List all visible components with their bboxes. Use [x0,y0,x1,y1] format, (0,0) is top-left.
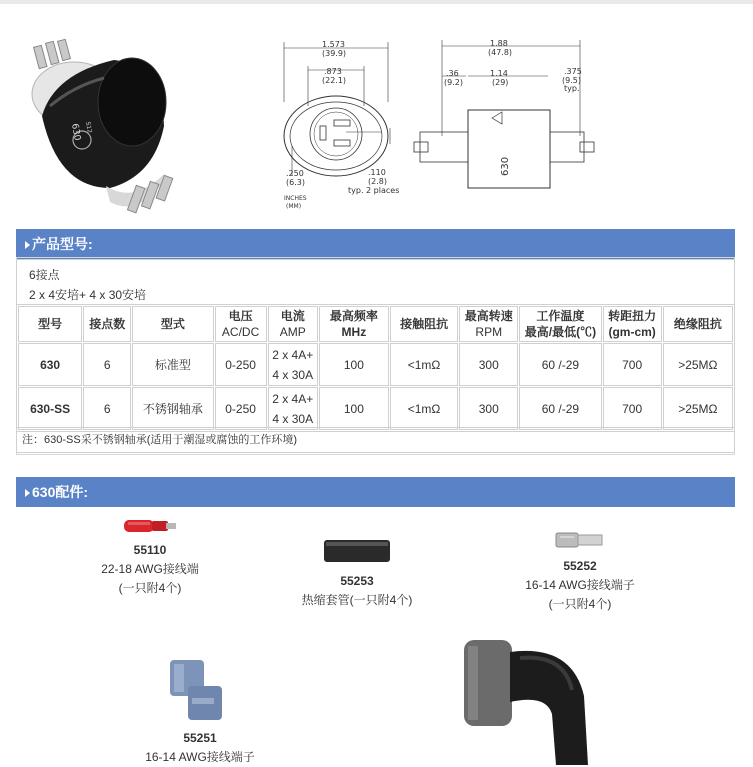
cell-contact-resistance: <1mΩ [390,387,458,430]
model-section-header [16,229,735,259]
dim-small: .110 [368,168,386,177]
top-rule [0,0,753,4]
part-desc: 22-18 AWG接线端 [101,562,199,576]
dim-inner-mm: (22.1) [322,76,347,85]
cell-insulation: >25MΩ [663,343,733,386]
model-intro [16,259,735,305]
accessories-section-header [16,477,735,507]
spec-table [16,304,735,432]
side-dimension-drawing [412,36,598,192]
header-frequency: 最高频率 MHz [319,306,389,342]
dim-body-mm: (29) [492,78,509,87]
cell-model: 630-SS [18,387,82,430]
cell-voltage: 0-250 [215,343,267,386]
dim-left: .36 [446,69,459,78]
intro-contacts: 6接点 [29,268,60,282]
dim-body: 1.14 [490,69,508,78]
front-dimension-drawing [272,36,420,212]
cell-frequency: 100 [319,343,389,386]
cell-contacts: 6 [83,387,131,430]
cell-rpm: 300 [459,387,518,430]
cell-contact-resistance: <1mΩ [390,343,458,386]
dim-pin-mm: (6.3) [286,178,305,187]
dim-length: 1.88 [490,39,508,48]
table-row [18,387,733,430]
dim-inner: .873 [324,67,342,76]
dim-right-mm: (9.5) [562,76,581,85]
table-note: 注：630-SS采不锈钢轴承(适用于潮湿或腐蚀的工作环境) [16,427,735,453]
part-qty: (一只附4个) [118,581,182,595]
bullet-arrow-icon [25,489,30,497]
header-torque: 转距扭力 (gm-cm) [603,306,662,342]
dim-right: .375 [564,67,582,76]
header-current: 电流 AMP [268,306,318,342]
cell-voltage: 0-250 [215,387,267,430]
cell-rpm: 300 [459,343,518,386]
header-type: 型式 [132,306,213,342]
cell-insulation: >25MΩ [663,387,733,430]
cell-temperature: 60 /-29 [519,343,601,386]
header-contacts: 接点数 [83,306,131,342]
part-desc: 热缩套管(一只附4个) [301,593,413,607]
accessory-55252 [500,557,660,614]
spec-header-row [18,306,733,342]
cell-contacts: 6 [83,343,131,386]
slip-ring-photo [14,36,186,218]
part-desc: 16-14 AWG接线端子 [145,750,255,764]
cell-temperature: 60 /-29 [519,387,601,430]
cell-type: 标准型 [132,343,213,386]
accessories-section-title: 630配件: [32,484,89,500]
model-section-title: 产品型号: [32,236,93,252]
boot-connector-image [460,632,592,765]
header-model: 型号 [18,306,82,342]
accessory-55110 [70,541,230,598]
bullet-arrow-icon [25,241,30,249]
red-terminal-image [120,517,180,535]
part-qty: (一只附4个) [548,597,612,611]
intro-amperage: 2 x 4安培+ 4 x 30安培 [29,288,147,302]
units-mm: (MM) [286,203,302,210]
header-contact-resistance: 接触阻抗 [390,306,458,342]
part-code: 55253 [340,574,374,588]
dim-width: 1.573 [322,40,345,49]
dim-length-mm: (47.8) [488,48,513,57]
header-rpm: 最高转速 RPM [459,306,518,342]
dim-typ-places: typ. 2 places [348,186,400,195]
cell-torque: 700 [603,343,662,386]
silver-terminal-image [554,529,606,551]
heat-shrink-tube-image [322,537,392,565]
dim-left-mm: (9.2) [444,78,463,87]
cell-frequency: 100 [319,387,389,430]
header-voltage: 电压 AC/DC [215,306,267,342]
cell-current: 2 x 4A+ 4 x 30A [268,343,318,386]
photo-label: 630 [69,122,82,142]
table-row [18,343,733,386]
part-code: 55251 [183,731,217,745]
cell-model: 630 [18,343,82,386]
part-code: 55252 [563,559,597,573]
accessory-55251 [126,729,274,767]
part-desc: 16-14 AWG接线端子 [525,578,635,592]
cell-current: 2 x 4A+ 4 x 30A [268,387,318,430]
units-inches: INCHES [284,195,307,202]
header-temperature: 工作温度 最高/最低(℃) [519,306,601,342]
part-code: 55110 [133,543,167,557]
dim-typ: typ. [564,84,580,93]
cell-type: 不锈钢轴承 [132,387,213,430]
blue-terminal-image [166,656,226,724]
dim-pin: .250 [286,169,304,178]
header-insulation: 绝缘阻抗 [663,306,733,342]
dim-small-mm: (2.8) [368,177,387,186]
body-label: 630 [500,156,511,176]
cell-torque: 700 [603,387,662,430]
photo-sublabel: S12 [84,121,93,134]
accessory-55253 [276,572,438,610]
dim-width-mm: (39.9) [322,49,347,58]
